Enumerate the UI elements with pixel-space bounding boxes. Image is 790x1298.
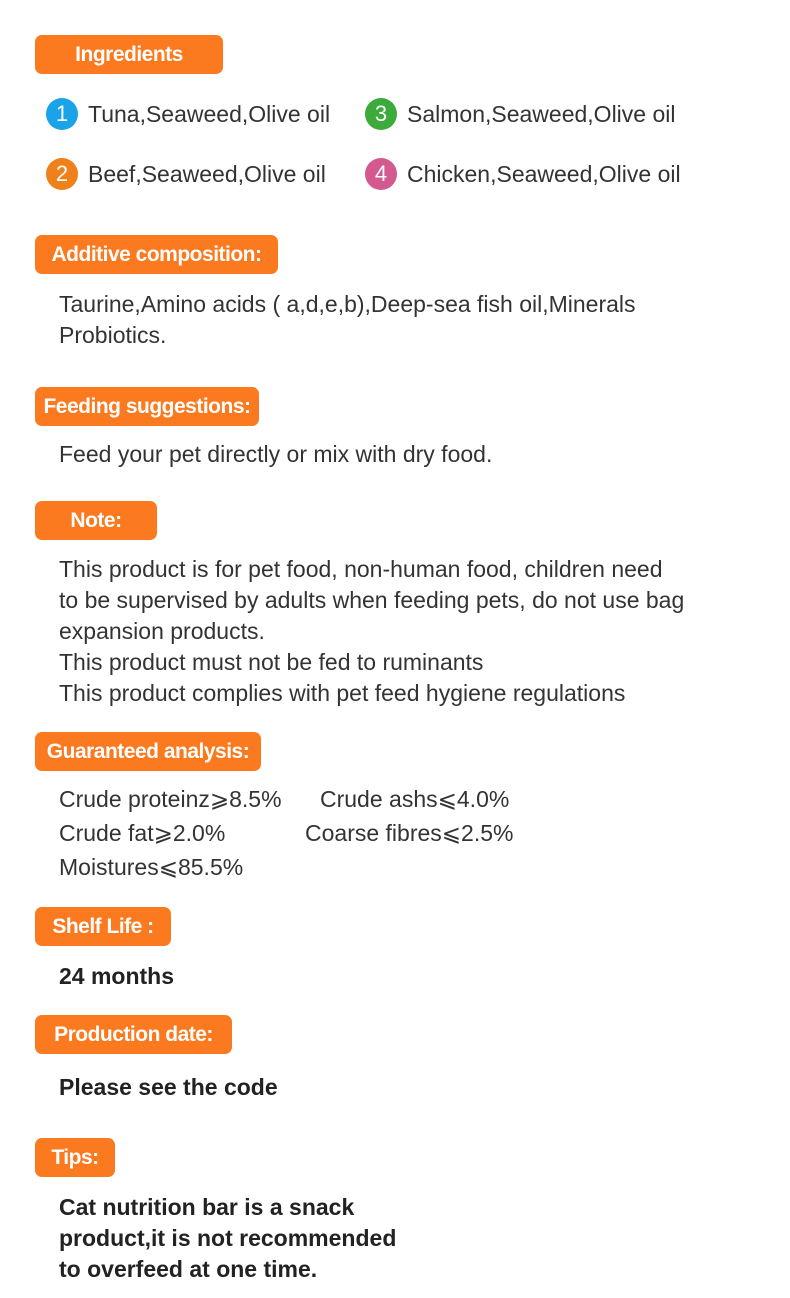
analysis-protein: Crude proteinz⩾8.5% <box>59 786 282 812</box>
ingredients-label: Ingredients <box>35 35 223 74</box>
ingredient-item-4 <box>365 157 681 191</box>
shelf-life-value: 24 months <box>59 963 175 989</box>
ingredient-item-2 <box>46 157 326 191</box>
number-4-icon: 4 <box>365 158 397 190</box>
additive-label: Additive composition: <box>35 235 278 274</box>
ingredient-text: Chicken,Seaweed,Olive oil <box>407 160 681 187</box>
analysis-moisture: Moistures⩽85.5% <box>59 854 244 880</box>
note-line-3: expansion products. <box>59 618 265 644</box>
tips-label: Tips: <box>35 1138 115 1177</box>
ingredient-text: Beef,Seaweed,Olive oil <box>88 160 326 187</box>
analysis-ash: Crude ashs⩽4.0% <box>320 786 510 812</box>
additive-line-1: Taurine,Amino acids ( a,d,e,b),Deep-sea fish oil,Minerals <box>59 291 636 317</box>
note-line-2: to be supervised by adults when feeding pets, do not use bag <box>59 587 685 613</box>
number-3-icon: 3 <box>365 98 397 130</box>
ingredient-item-1 <box>46 97 330 131</box>
additive-line-2: Probiotics. <box>59 322 167 348</box>
tips-line-1: Cat nutrition bar is a snack <box>59 1194 355 1220</box>
number-2-icon: 2 <box>46 158 78 190</box>
ingredient-text: Tuna,Seaweed,Olive oil <box>88 100 331 127</box>
tips-line-2: product,it is not recommended <box>59 1225 397 1251</box>
feeding-line-1: Feed your pet directly or mix with dry food. <box>59 441 493 467</box>
tips-line-3: to overfeed at one time. <box>59 1256 318 1282</box>
production-date-value: Please see the code <box>59 1074 278 1100</box>
analysis-fibre: Coarse fibres⩽2.5% <box>305 820 514 846</box>
production-date-label: Production date: <box>35 1015 232 1054</box>
shelf-life-label: Shelf Life : <box>35 907 171 946</box>
ingredient-text: Salmon,Seaweed,Olive oil <box>407 100 676 127</box>
analysis-label: Guaranteed analysis: <box>35 732 261 771</box>
note-line-1: This product is for pet food, non-human food, children need <box>59 556 663 582</box>
ingredient-item-3 <box>365 97 675 131</box>
note-line-5: This product complies with pet feed hygiene regulations <box>59 680 626 706</box>
feeding-label: Feeding suggestions: <box>35 387 259 426</box>
note-label: Note: <box>35 501 157 540</box>
number-1-icon: 1 <box>46 98 78 130</box>
note-line-4: This product must not be fed to ruminants <box>59 649 484 675</box>
analysis-fat: Crude fat⩾2.0% <box>59 820 226 846</box>
